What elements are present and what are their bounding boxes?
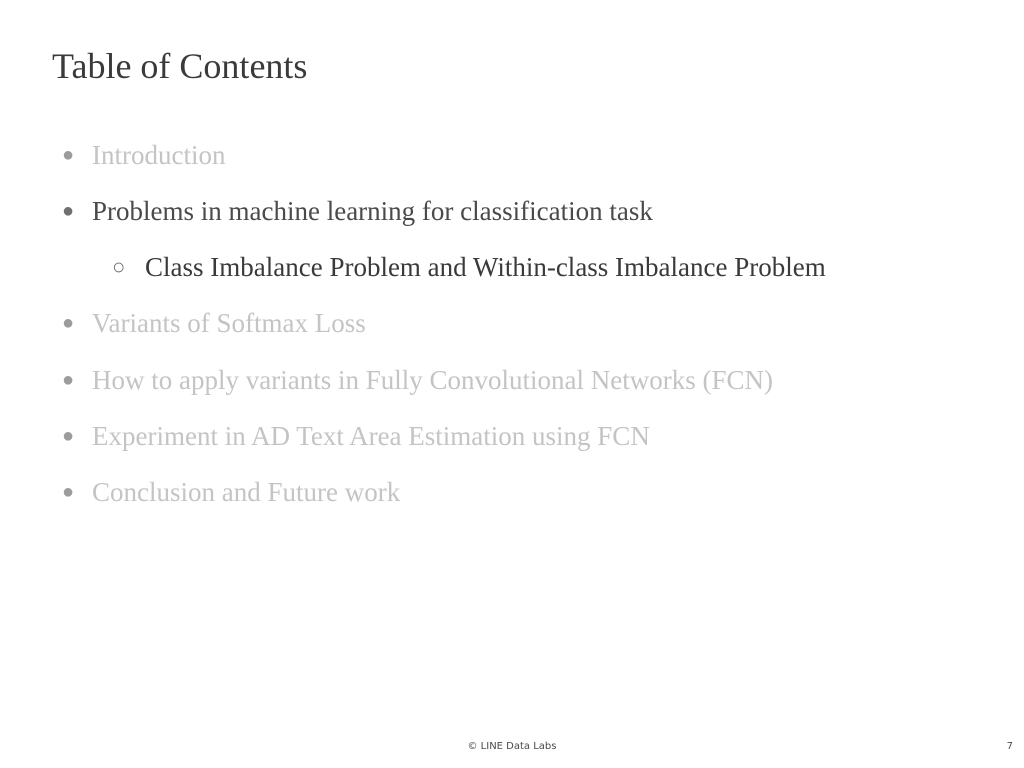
toc-item-label: Conclusion and Future work	[92, 477, 401, 507]
hollow-bullet-icon: ○	[112, 254, 126, 279]
bullet-icon: ●	[62, 425, 75, 447]
toc-item-label: Introduction	[92, 140, 226, 170]
toc-item-label: Experiment in AD Text Area Estimation using FCN	[92, 421, 650, 451]
footer-copyright: © LINE Data Labs	[467, 741, 557, 752]
page-number: 7	[1006, 741, 1013, 752]
bullet-icon: ●	[62, 481, 75, 503]
toc-item-label: Variants of Softmax Loss	[92, 308, 366, 338]
toc-item-label: Class Imbalance Problem and Within-class Imbalance Problem	[145, 252, 826, 282]
bullet-icon: ●	[62, 369, 75, 391]
toc-item-label: How to apply variants in Fully Convolutional Networks (FCN)	[92, 365, 773, 395]
bullet-icon: ●	[62, 200, 75, 222]
toc-item-label: Problems in machine learning for classification task	[92, 196, 653, 226]
slide-title: Table of Contents	[52, 46, 308, 86]
bullet-icon: ●	[62, 312, 75, 334]
bullet-icon: ●	[62, 144, 75, 166]
